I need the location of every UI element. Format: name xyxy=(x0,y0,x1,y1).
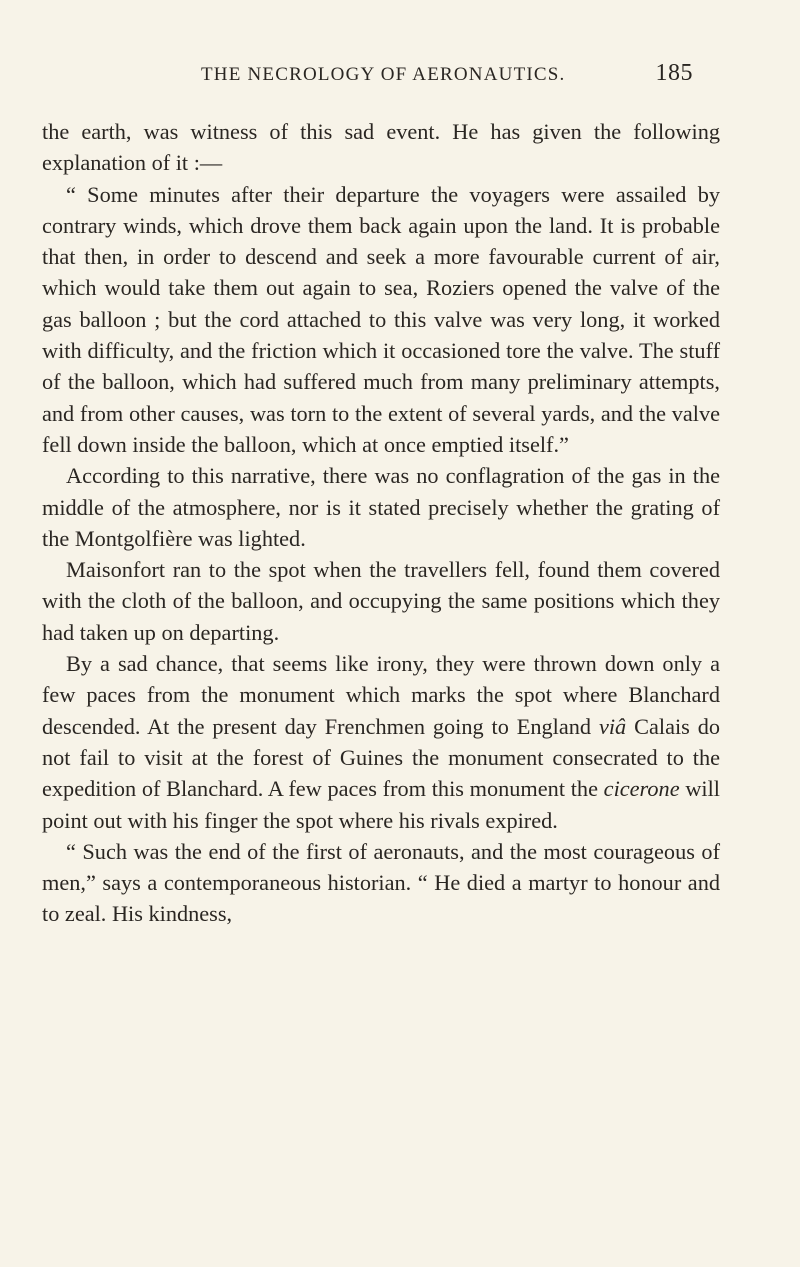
paragraph-4: Maisonfort ran to the spot when the travellers fell, found them covered with the cloth of the balloon, and occupying the same positions which they had taken up on departing. xyxy=(42,557,720,645)
italic-cicerone: cicerone xyxy=(603,776,680,802)
paragraph-1: the earth, was witness of this sad event. He has given the following explanation of it :— xyxy=(42,119,720,176)
running-head xyxy=(113,60,693,94)
paragraph-2-quotation: “ Some minutes after their departure the voyagers were assailed by contrary winds, which drove them back again upon the land. It is probable that then, in order to descend and seek a more favourable current of air, which would take them out again to sea, Roziers opened the valve of the gas balloon ; but the cord attached to this valve was very long, it worked with difficulty, and the friction which it occasioned tore the valve. The stuff of the balloon, which had suffered much from many preliminary attempts, and from other causes, was torn to the extent of several yards, and the valve fell down inside the balloon, which at once emptied itself.” xyxy=(42,181,720,457)
running-title: THE NECROLOGY OF AERONAUTICS. xyxy=(201,64,566,85)
paragraph-5-part-b: Calais do not fail to visit at the forest of Guines the monument consecrated to the expedition of Blanchard. A few paces from this monument the xyxy=(42,713,721,802)
paragraph-5-part-a: By a sad chance, that seems like irony, they were thrown down only a few paces from the monument which marks the spot where Blanchard descended. At the present day Frenchmen going to England xyxy=(42,651,720,739)
page-number: 185 xyxy=(655,60,693,86)
italic-via: viâ xyxy=(598,713,627,739)
paragraph-3: According to this narrative, there was no conflagration of the gas in the middle of the atmosphere, nor is it stated precisely whether the grating of the Montgolfière was lighted. xyxy=(42,463,720,551)
body-text xyxy=(42,116,720,930)
paragraph-5-part-c: will point out with his finger the spot where his rivals expired. xyxy=(42,776,720,833)
paragraph-6: “ Such was the end of the first of aeronauts, and the most courageous of men,” says a contemporaneous historian. “ He died a martyr to honour and to zeal. His kindness, xyxy=(42,838,720,927)
paragraph-5 xyxy=(42,648,720,836)
